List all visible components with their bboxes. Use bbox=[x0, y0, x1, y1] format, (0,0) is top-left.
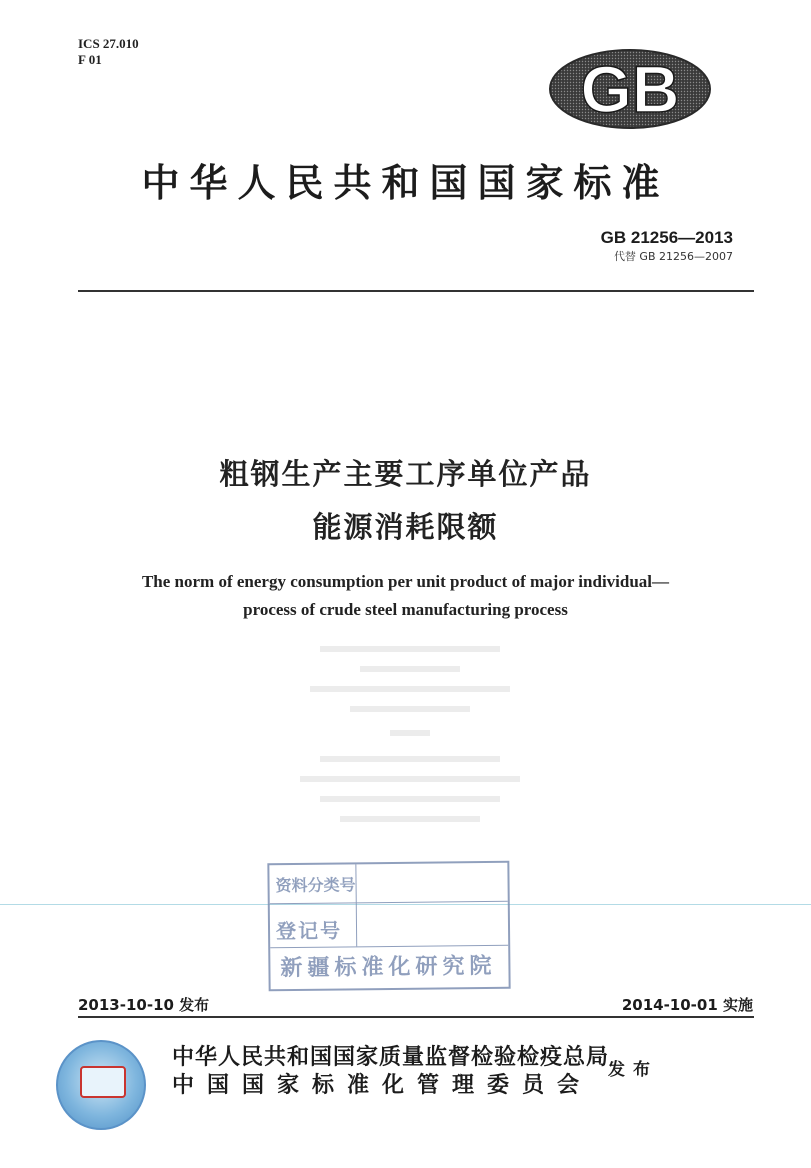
issuer-sac: 中国国家标准化管理委员会 bbox=[172, 1073, 593, 1098]
english-title-line2: process of crude steel manufacturing process bbox=[243, 600, 568, 619]
footer-divider bbox=[78, 1016, 754, 1018]
standard-number: GB 21256—2013 bbox=[600, 228, 733, 247]
issuer-aqsiq: 中华人民共和国国家质量监督检验检疫总局 bbox=[172, 1045, 610, 1070]
stamp-category-label: 资料分类号 bbox=[275, 875, 356, 896]
national-standard-heading: 中华人民共和国国家标准 bbox=[141, 160, 670, 205]
bleed-through-text bbox=[280, 640, 540, 840]
issue-date: 2013-10-10 发布 bbox=[78, 996, 210, 1014]
chinese-title-line1: 粗钢生产主要工序单位产品 bbox=[219, 457, 592, 491]
stamp-register-label: 登记号 bbox=[275, 918, 343, 944]
stamp-column-divider bbox=[355, 864, 357, 946]
english-title-line1: The norm of energy consumption per unit product of major individual— bbox=[141, 572, 670, 591]
gb-logo bbox=[548, 48, 712, 130]
classification-codes bbox=[78, 36, 139, 68]
chinese-title-line2: 能源消耗限额 bbox=[312, 510, 499, 544]
anti-counterfeit-seal bbox=[56, 1040, 146, 1130]
release-label: 发布 bbox=[608, 1060, 658, 1080]
replaces-standard: 代替 GB 21256—2007 bbox=[613, 250, 733, 263]
stamp-institute: 新疆标准化研究院 bbox=[280, 953, 497, 982]
gb-logo-text: GB bbox=[580, 52, 680, 126]
ics-code: ICS 27.010 bbox=[78, 36, 139, 51]
stamp-row-divider bbox=[270, 901, 508, 904]
archive-stamp bbox=[267, 861, 510, 992]
header-divider bbox=[78, 290, 754, 292]
ccs-code: F 01 bbox=[78, 52, 102, 67]
seal-emblem-icon bbox=[80, 1066, 126, 1098]
implementation-date: 2014-10-01 实施 bbox=[621, 996, 753, 1014]
stamp-row-divider bbox=[270, 945, 508, 948]
